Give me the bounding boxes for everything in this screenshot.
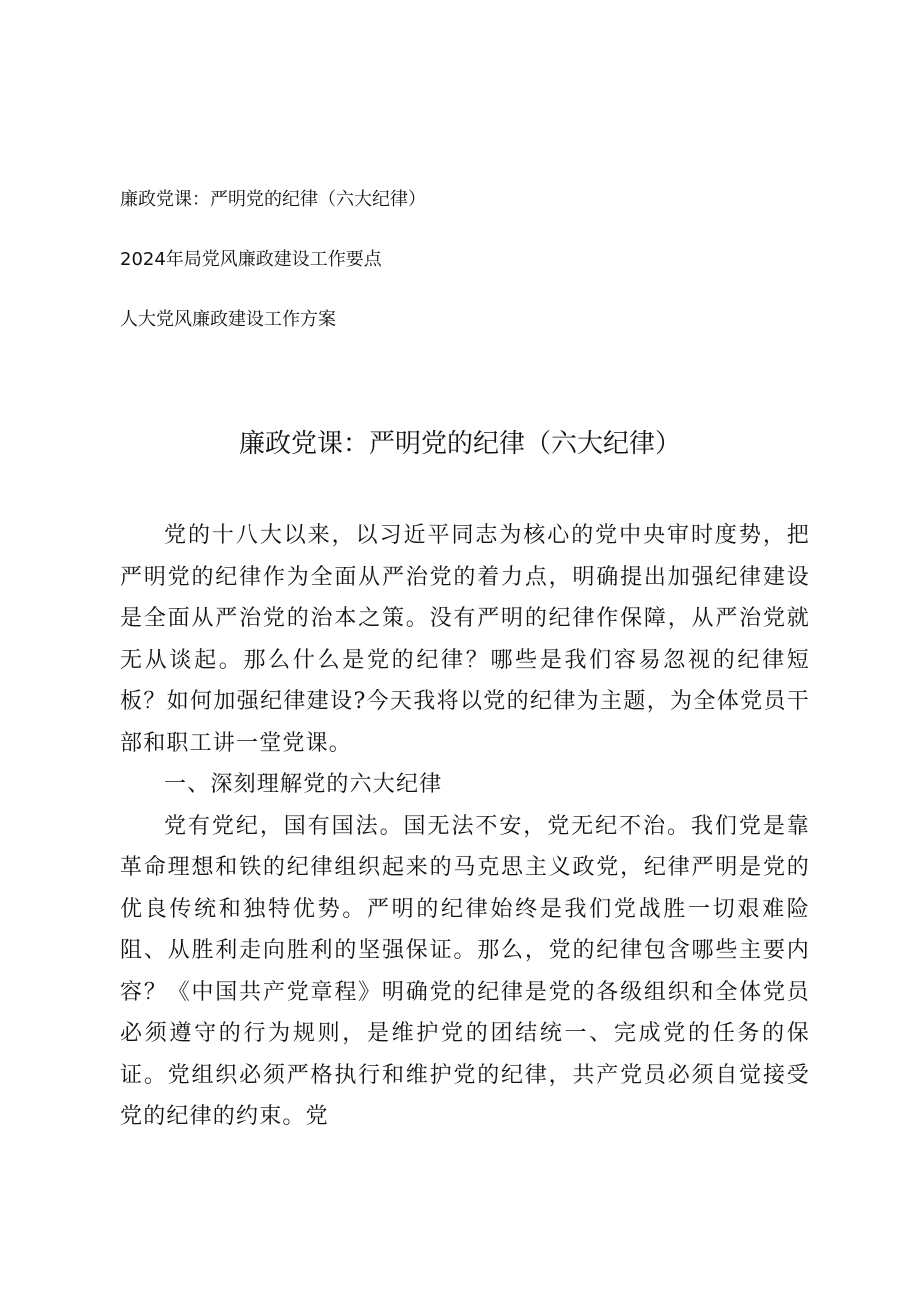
toc-item-work-points-2024: 2024年局党风廉政建设工作要点	[120, 249, 382, 270]
section-heading-one: 一、深刻理解党的六大纪律	[164, 772, 443, 797]
document-body	[120, 515, 810, 1138]
document-title: 廉政党课：严明党的纪律（六大纪律）	[238, 429, 681, 459]
paragraph-discipline: 党有党纪，国有国法。国无法不安，党无纪不治。我们党是靠革命理想和铁的纪律组织起来的马克思主义政党，纪律严明是党的优良传统和独特优势。严明的纪律始终是我们党战胜一切艰难险阻、从胜利走向胜利的坚强保证。那么，党的纪律包含哪些主要内容？《中国共产党章程》明确党的纪律是党的各级组织和全体党员必须遵守的行为规则，是维护党的团结统一、完成党的任务的保证。党组织必须严格执行和维护党的纪律，共产党员必须自觉接受党的纪律的约束。党	[120, 813, 810, 1129]
paragraph-intro: 党的十八大以来，以习近平同志为核心的党中央审时度势，把严明党的纪律作为全面从严治党的着力点，明确提出加强纪律建设是全面从严治党的治本之策。没有严明的纪律作保障，从严治党就无从谈起。那么什么是党的纪律？哪些是我们容易忽视的纪律短板？如何加强纪律建设?今天我将以党的纪律为主题，为全体党员干部和职工讲一堂党课。	[120, 523, 810, 756]
toc-item-work-plan: 人大党风廉政建设工作方案	[120, 309, 336, 330]
table-of-contents	[120, 186, 820, 366]
toc-item-party-lecture: 廉政党课：严明党的纪律（六大纪律）	[120, 189, 426, 210]
